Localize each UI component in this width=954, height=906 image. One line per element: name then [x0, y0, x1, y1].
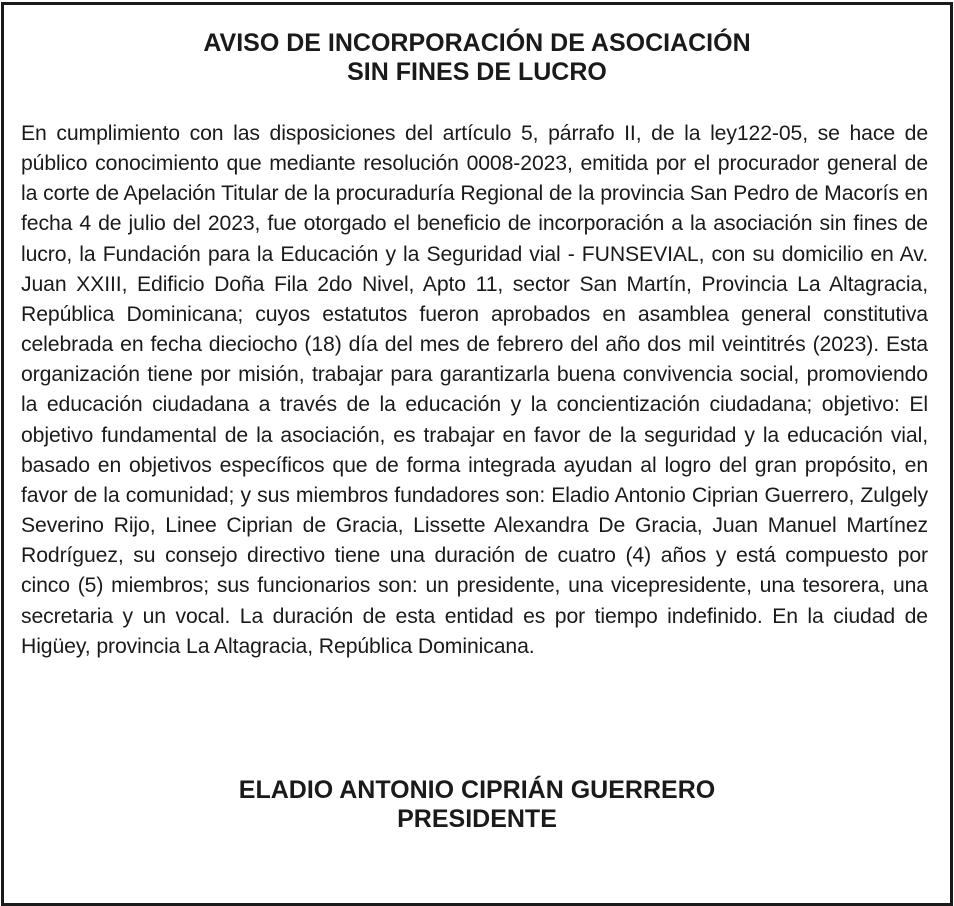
notice-body-text: En cumplimiento con las disposiciones del artículo 5, párrafo II, de la ley122-05, se hace de público conocimiento que mediante resolución 0008-2023, emitida por el procurador general de la corte de Apelación Titular de la procuraduría Regional de la provincia San Pedro de Macorís en fecha 4 de julio del 2023, fue otorgado el beneficio de incorporación a la asociación sin fines de lucro, la Fundación para la Educación y la Seguridad vial - FUNSEVIAL, con su domicilio en Av. Juan XXIII, Edificio Doña Fila 2do Nivel, Apto 11, sector San Martín, Provincia La Altagracia, República Dominicana; cuyos estatutos fueron aprobados en asamblea general constitutiva celebrada en fecha dieciocho (18) día del mes de febrero del año dos mil veintitrés (2023). Esta organización tiene por misión, trabajar para garantizarla buena convivencia social, promoviendo la educación ciudadana a través de la educación y la concientización ciudadana; objetivo: El objetivo fundamental de la asociación, es trabajar en favor de la seguridad y la educación vial, basado en objetivos específicos que de forma integrada ayudan al logro del gran propósito, en favor de la comunidad; y sus miembros fundadores son: Eladio Antonio Ciprian Guerrero, Zulgely Severino Rijo, Linee Ciprian de Gracia, Lissette Alexandra De Gracia, Juan Manuel Martínez Rodríguez, su consejo directivo tiene una duración de cuatro (4) años y está compuesto por cinco (5) miembros; sus funcionarios son: un presidente, una vicepresidente, una tesorera, una secretaria y un vocal. La duración de esta entidad es por tiempo indefinido. En la ciudad de Higüey, provincia La Altagracia, República Dominicana.: [21, 122, 928, 658]
signer-name: ELADIO ANTONIO CIPRIÁN GUERRERO: [238, 776, 716, 804]
notice-title-line-1: AVISO DE INCORPORACIÓN DE ASOCIACIÓN: [203, 29, 751, 57]
notice-title: [4, 29, 950, 87]
notice-frame: [1, 2, 953, 906]
signature-block: [4, 776, 950, 834]
signer-role: PRESIDENTE: [397, 805, 557, 833]
notice-title-line-2: SIN FINES DE LUCRO: [347, 58, 607, 86]
